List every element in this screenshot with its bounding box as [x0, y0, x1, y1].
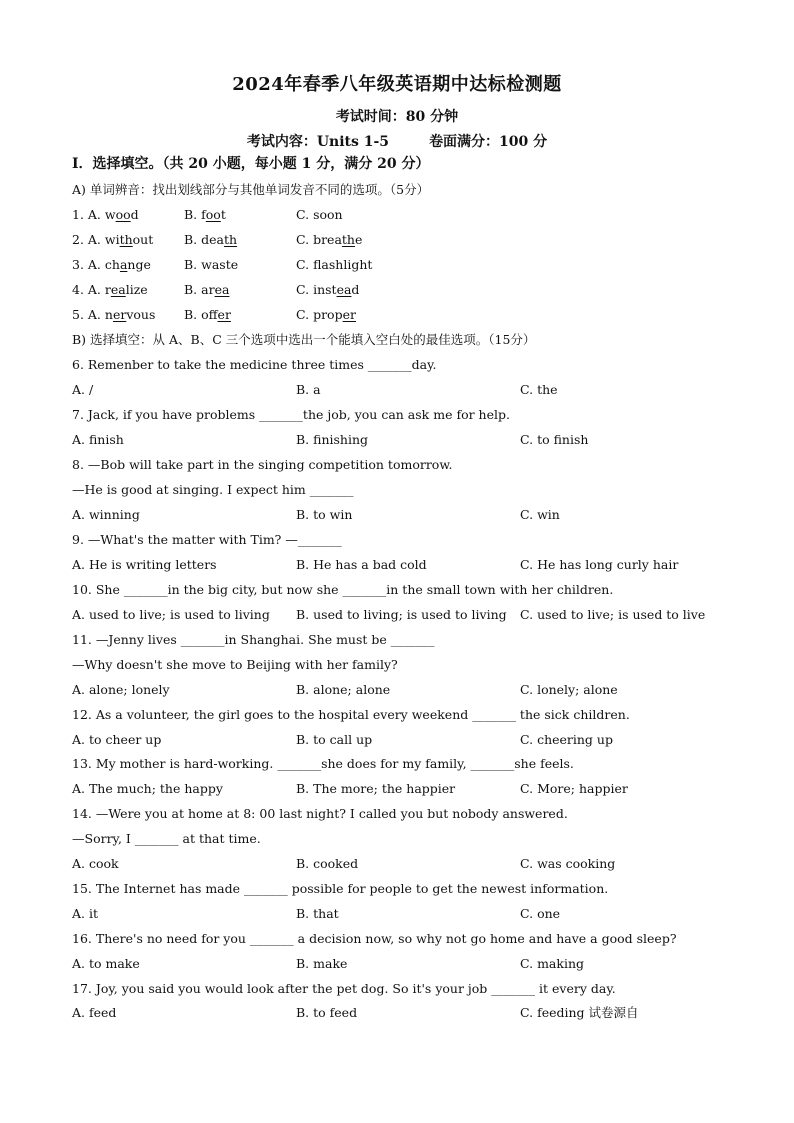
q14-option-b: B. cooked	[296, 856, 359, 871]
exam-title: 2024年春季八年级英语期中达标检测题	[232, 74, 562, 95]
phon-1-b: B. foot	[184, 207, 226, 222]
question-14: 14. —Were you at home at 8: 00 last night? I called you but nobody answered.	[72, 806, 568, 821]
q14-option-a: A. cook	[72, 856, 119, 871]
phon-3-c: C. flashlight	[296, 257, 373, 272]
exam-content: 考试内容：Units 1-5	[246, 134, 390, 150]
q8-option-a: A. winning	[72, 507, 140, 522]
q11-option-a: A. alone; lonely	[72, 682, 170, 697]
q12-option-a: A. to cheer up	[72, 732, 162, 747]
phon-2-b: B. death	[184, 232, 238, 247]
phon-3-a: 3. A. change	[72, 257, 151, 272]
question-16: 16. There's no need for you _______ a decision now, so why not go home and have a good sleep?	[72, 931, 677, 946]
q11-option-b: B. alone; alone	[296, 682, 391, 697]
phon-4-a: 4. A. realize	[72, 282, 148, 297]
part-a-instruction: A) 单词辨音：找出划线部分与其他单词发音不同的选项。（5分）	[72, 182, 430, 197]
question-8-reply: —He is good at singing. I expect him _______	[72, 482, 354, 497]
q16-option-c: C. making	[520, 956, 584, 971]
q10-option-c: C. used to live; is used to live	[520, 607, 706, 622]
exam-info	[0, 131, 794, 151]
q7-option-b: B. finishing	[296, 432, 369, 447]
part-b-instruction: B) 选择填空：从 A、B、C 三个选项中选出一个能填入空白处的最佳选项。（15分）	[72, 332, 536, 347]
phon-1-c: C. soon	[296, 207, 343, 222]
phon-4-b: B. area	[184, 282, 230, 297]
q9-option-c: C. He has long curly hair	[520, 557, 679, 572]
q13-option-b: B. The more; the happier	[296, 781, 456, 796]
q6-option-c: C. the	[520, 382, 558, 397]
q15-option-c: C. one	[520, 906, 561, 921]
question-17: 17. Joy, you said you would look after the pet dog. So it's your job _______ it every day.	[72, 981, 616, 996]
phon-5-a: 5. A. nervous	[72, 307, 156, 322]
question-10: 10. She _______in the big city, but now she _______in the small town with her children.	[72, 582, 614, 597]
q13-option-a: A. The much; the happy	[72, 781, 223, 796]
phon-3-b: B. waste	[184, 257, 239, 272]
q8-option-b: B. to win	[296, 507, 353, 522]
phon-5-b: B. offer	[184, 307, 231, 322]
q11-option-c: C. lonely; alone	[520, 682, 618, 697]
question-9: 9. —What's the matter with Tim? —_______	[72, 532, 342, 547]
section-title: I．选择填空。（共 20 小题，每小题 1 分，满分 20 分）	[72, 156, 430, 172]
question-6: 6. Remenber to take the medicine three times _______day.	[72, 357, 437, 372]
phon-1-a: 1. A. wood	[72, 207, 139, 222]
q12-option-b: B. to call up	[296, 732, 373, 747]
q8-option-c: C. win	[520, 507, 560, 522]
q17-option-b: B. to feed	[296, 1005, 358, 1020]
q10-option-b: B. used to living; is used to living	[296, 607, 507, 622]
q16-option-b: B. make	[296, 956, 348, 971]
phon-5-c: C. proper	[296, 307, 356, 322]
question-13: 13. My mother is hard-working. _______she does for my family, _______she feels.	[72, 756, 574, 771]
question-14-reply: —Sorry, I _______ at that time.	[72, 831, 261, 846]
q14-option-c: C. was cooking	[520, 856, 616, 871]
question-11: 11. —Jenny lives _______in Shanghai. She must be _______	[72, 632, 435, 647]
q13-option-c: C. More; happier	[520, 781, 628, 796]
question-8: 8. —Bob will take part in the singing competition tomorrow.	[72, 457, 453, 472]
phon-2-c: C. breathe	[296, 232, 363, 247]
q7-option-c: C. to finish	[520, 432, 589, 447]
q15-option-b: B. that	[296, 906, 339, 921]
q6-option-b: B. a	[296, 382, 321, 397]
q15-option-a: A. it	[72, 906, 98, 921]
phon-4-c: C. instead	[296, 282, 360, 297]
q12-option-c: C. cheering up	[520, 732, 613, 747]
question-11-reply: —Why doesn't she move to Beijing with her family?	[72, 657, 398, 672]
phon-2-a: 2. A. without	[72, 232, 154, 247]
q9-option-a: A. He is writing letters	[72, 557, 217, 572]
q6-option-a: A. /	[72, 382, 94, 397]
question-12: 12. As a volunteer, the girl goes to the hospital every weekend _______ the sick children.	[72, 707, 630, 722]
exam-score: 卷面满分：100 分	[429, 134, 548, 150]
q17-option-c: C. feeding 试卷源自	[520, 1005, 639, 1020]
question-15: 15. The Internet has made _______ possible for people to get the newest information.	[72, 881, 609, 896]
q10-option-a: A. used to live; is used to living	[72, 607, 270, 622]
exam-time: 考试时间：80 分钟	[335, 109, 459, 125]
q7-option-a: A. finish	[72, 432, 124, 447]
q17-option-a: A. feed	[72, 1005, 117, 1020]
q16-option-a: A. to make	[72, 956, 140, 971]
q9-option-b: B. He has a bad cold	[296, 557, 427, 572]
question-7: 7. Jack, if you have problems _______the job, you can ask me for help.	[72, 407, 510, 422]
